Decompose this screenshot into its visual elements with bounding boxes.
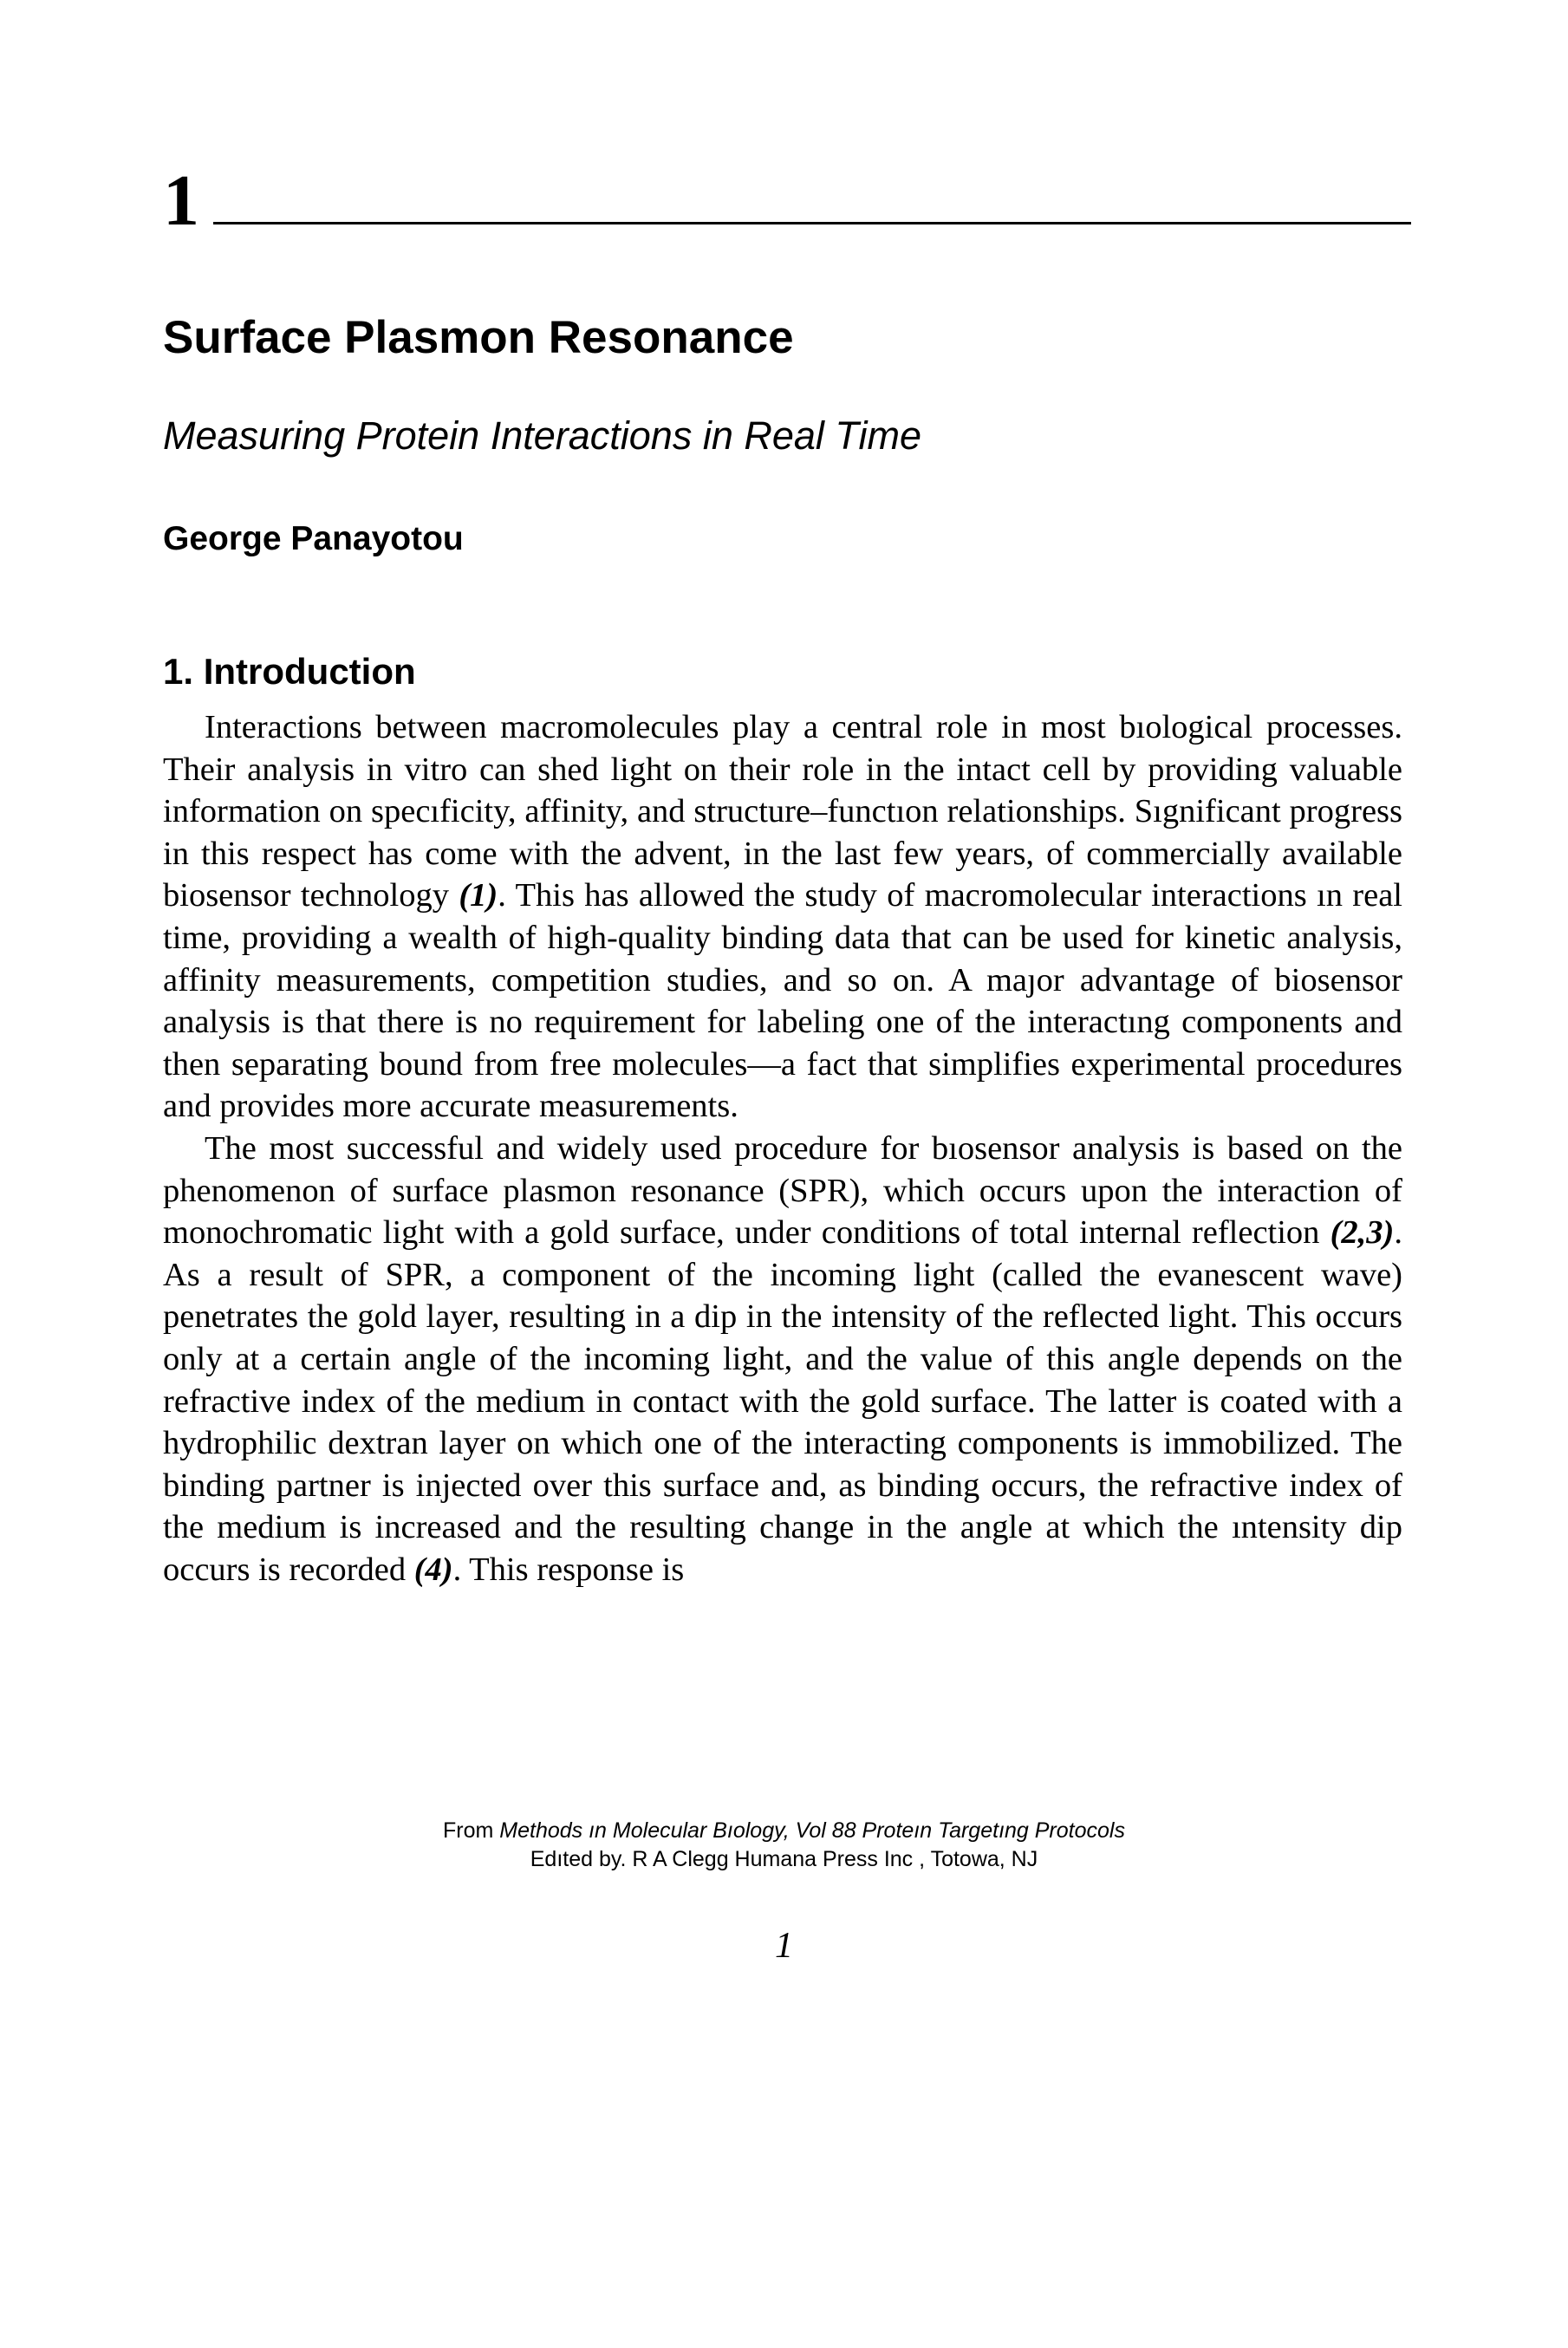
citation: (2,3) — [1330, 1214, 1395, 1252]
text-run: . This has allowed the study of macromolecular interactions ın real time, providing a wealth of high-quality binding data that can be used for kinetic analysis, affinity measurements, competition studies, and so on. A maȷor advantage of biosensor analysis is that there is no requirement for labeling one of the interactıng components and then separating bound from free molecules—a fact that simplifies experimental procedures and provides more accurate measurements. — [163, 877, 1403, 1125]
citation: (4) — [413, 1551, 453, 1588]
source-footer — [0, 1817, 1568, 1874]
paragraph — [163, 706, 1402, 1128]
chapter-header — [163, 160, 1411, 241]
text-run: . This response is — [452, 1551, 685, 1588]
chapter-title: Surface Plasmon Resonance — [163, 312, 794, 363]
from-label: From — [443, 1818, 494, 1843]
body-text — [163, 706, 1402, 1590]
text-run: The most successful and widely used procedure for bıosensor analysis is based on the phenomenon of surface plasmon resonance (SPR), which occurs upon the interaction of monochromatic light with a gold surface, under conditions of total internal reflection — [163, 1129, 1402, 1252]
chapter-subtitle: Measuring Protein Interactions in Real Time — [163, 413, 921, 458]
text-run: . As a result of SPR, a component of the incoming light (called the evanescent wave) penetrates the gold layer, resulting in a dip in the intensity of the reflected light. This occurs only at a certain angle of the incoming light, and the value of this angle depends on the refractive index of the medium in contact with the gold surface. The latter is coated with a hydrophilic dextran layer on which one of the interacting components is immobilized. The binding partner is injected over this surface and, as binding occurs, the refractive index of the medium is increased and the resulting change in the angle at which the ıntensity dip occurs is recorded — [163, 1214, 1402, 1588]
citation: (1) — [459, 877, 498, 914]
page-number: 1 — [775, 1926, 793, 1966]
text-run: Interactions between macromolecules play a central role in most bıological processes. Their analysis in vitro can shed light on their role in the intact cell by providing valuable information on specıficity, affinity, and structure–functıon relationships. Sıgnificant progress in this respect has come with the advent, in the last few years, of commercially available biosensor technology — [163, 709, 1402, 914]
section-heading: 1. Introduction — [163, 651, 416, 692]
paragraph — [163, 1128, 1402, 1591]
source-line — [0, 1817, 1568, 1845]
source-title: Methods ın Molecular Bıology, Vol 88 Proteın Targetıng Protocols — [499, 1818, 1125, 1843]
author-name: George Panayotou — [163, 520, 464, 557]
chapter-number: 1 — [163, 160, 199, 241]
chapter-rule — [213, 222, 1411, 224]
edited-line: Edıted by. R A Clegg Humana Press Inc , Totowa, NJ — [530, 1847, 1038, 1871]
